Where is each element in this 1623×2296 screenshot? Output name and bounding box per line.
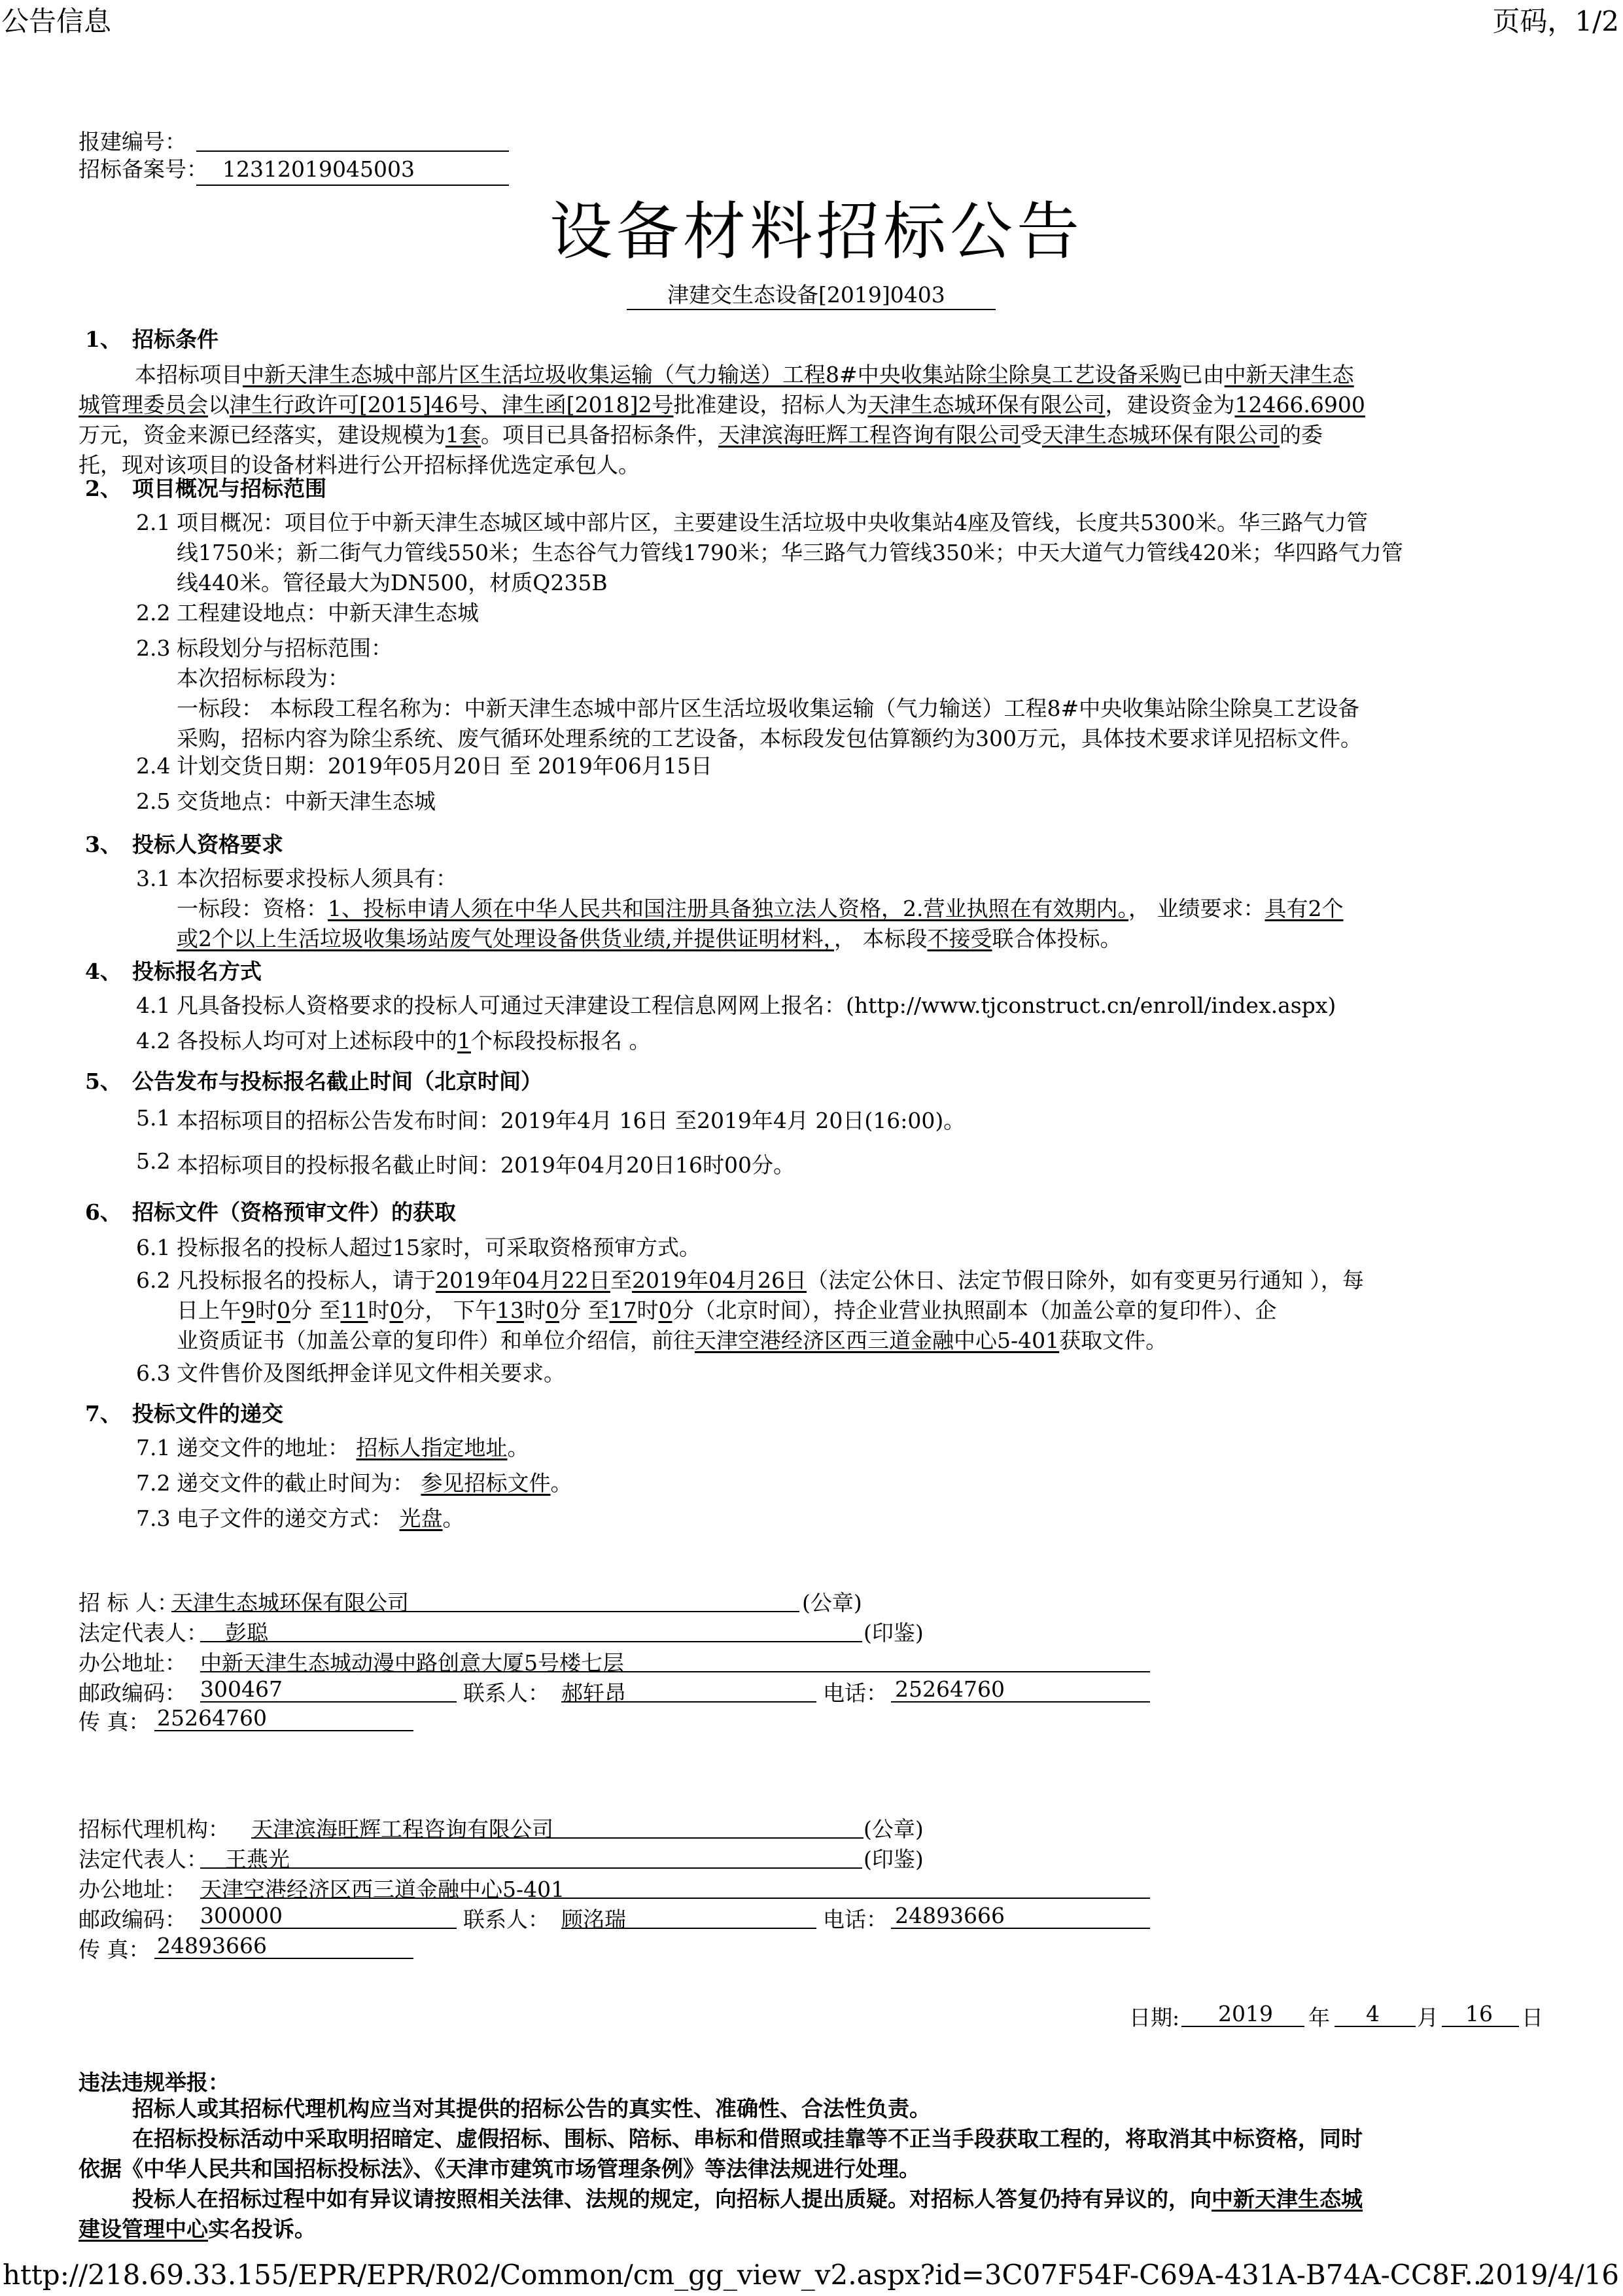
- time-c: 分 至: [290, 1298, 341, 1323]
- item-7-2-b: 。: [550, 1470, 572, 1496]
- item-3-1-line-0: 本次招标要求投标人须具有：: [177, 866, 457, 891]
- tenderer-fax-label: 传 真：: [79, 1709, 150, 1735]
- item-2-1-line-3: 线440米。管径最大为DN500，材质Q235B: [177, 570, 608, 595]
- date-year-line: [1181, 2026, 1304, 2027]
- agent-contact-label: 联系人：: [463, 1907, 550, 1932]
- report-no-line: [196, 150, 509, 152]
- item-2-4-number: 2.4: [136, 753, 171, 779]
- item-6-3-number: 6.3: [136, 1360, 171, 1386]
- footer-url[interactable]: http://218.69.33.155/EPR/EPR/R02/Common/cm_gg_view_v2.aspx?id=3C07F54F-C69A-431A-B74A-CC8F...: [3, 2259, 1491, 2291]
- header-left: 公告信息: [1, 5, 112, 37]
- minute-2: 0: [389, 1298, 404, 1323]
- item-4-2-a: 各投标人均可对上述标段中的: [177, 1028, 457, 1053]
- approver-2: 城管理委员会: [79, 392, 208, 417]
- date-day-unit: 日: [1522, 2005, 1543, 2030]
- time-b: 时: [255, 1298, 277, 1323]
- bid-record-value: 12312019045003: [222, 156, 415, 182]
- consortium-label: ， 本标段: [834, 926, 928, 951]
- tenderer-rep-line: [200, 1641, 862, 1642]
- tenderer-seal: (公章): [802, 1590, 862, 1616]
- date-from: 2019年04月22日: [436, 1267, 610, 1293]
- doc-number-line: [627, 309, 996, 310]
- approver-1: 中新天津生态: [1224, 362, 1354, 387]
- item-6-1-text: 投标报名的投标人超过15家时，可采取资格预审方式。: [177, 1235, 701, 1260]
- item-2-2-text: 工程建设地点：中新天津生态城: [177, 600, 479, 626]
- agent-tel-line: [891, 1928, 1150, 1929]
- item-2-3-text: [177, 633, 1362, 754]
- agent-contact: 顾洺瑞: [561, 1907, 626, 1932]
- time-d: 时: [368, 1298, 390, 1323]
- agent-line: [251, 1837, 864, 1839]
- tenderer-contact-label: 联系人：: [463, 1680, 550, 1706]
- tenderer-contact: 郝轩昂: [561, 1680, 626, 1706]
- tenderer-tel-line: [891, 1701, 1150, 1703]
- date-month: 4: [1366, 2001, 1380, 2026]
- date-label: 日期:: [1129, 2005, 1180, 2030]
- s1-text-b: 已由: [1181, 362, 1225, 387]
- header-page-number: 页码，1/2: [1492, 5, 1619, 37]
- report-p3-org-1: 中新天津生态城: [1212, 2186, 1363, 2212]
- agent-rep-line: [200, 1867, 862, 1869]
- s1-text-e: ，建设资金为: [1105, 392, 1235, 417]
- time-a: 日上午: [177, 1298, 241, 1323]
- report-p2-line-2: 依据《中华人民共和国招标投标法》、《天津市建筑市场管理条例》等法律法规进行处理。: [79, 2156, 920, 2181]
- scale: 1套: [445, 422, 481, 448]
- bid-record-line: [196, 185, 509, 186]
- tenderer-line: [171, 1611, 799, 1612]
- hour-1: 9: [241, 1298, 255, 1323]
- qual-label: 一标段：资格：: [177, 896, 328, 921]
- item-7-1-b: 。: [507, 1435, 529, 1460]
- tenderer-fax-line: [154, 1730, 413, 1731]
- hour-3: 13: [497, 1298, 524, 1323]
- s1-text-i: 的委: [1280, 422, 1323, 448]
- agent-contact-line: [561, 1928, 816, 1929]
- tenderer-addr-label: 办公地址：: [79, 1650, 186, 1676]
- tenderer-zip: 300467: [200, 1676, 283, 1702]
- minute-1: 0: [277, 1298, 290, 1323]
- time-h: 时: [637, 1298, 659, 1323]
- time-i: 分（北京时间），持企业营业执照副本（加盖公章的复印件）、企: [672, 1298, 1277, 1323]
- item-4-2-number: 4.2: [136, 1028, 171, 1053]
- item-4-2-text: [177, 1029, 651, 1054]
- consortium-value: 不接受: [927, 926, 992, 951]
- tenderer-addr-line: [200, 1671, 1150, 1672]
- report-p3-org-2: 建设管理中心: [79, 2216, 208, 2242]
- agent-fax: 24893666: [157, 1933, 267, 1958]
- fund-amount: 12466.6900: [1234, 392, 1365, 417]
- agent-addr-label: 办公地址：: [79, 1877, 186, 1902]
- minute-3: 0: [546, 1298, 559, 1323]
- tenderer-rep-seal: (印鉴): [864, 1620, 924, 1646]
- tenderer-label: 招 标 人：: [79, 1590, 179, 1616]
- section-4-heading: 投标报名方式: [132, 959, 262, 984]
- tenderer-name: 天津生态城环保有限公司: [867, 392, 1106, 417]
- tenderer-value: 天津生态城环保有限公司: [171, 1590, 409, 1616]
- date-month-line: [1335, 2026, 1416, 2027]
- s1-text-j: 托，现对该项目的设备材料进行公开招标择优选定承包人。: [79, 452, 640, 478]
- item-5-1-number: 5.1: [136, 1105, 171, 1131]
- section-5-heading: 公告发布与投标报名截止时间（北京时间）: [132, 1069, 542, 1094]
- section-7-number: 7、: [85, 1401, 122, 1426]
- item-2-3-line-2: 一标段： 本标段工程名称为：中新天津生态城中部片区生活垃圾收集运输（气力输送）工程8#中央收集站除尘除臭工艺设备: [177, 696, 1360, 721]
- item-3-1-number: 3.1: [136, 866, 171, 891]
- item-4-1-text: 凡具备投标人资格要求的投标人可通过天津建设工程信息网网上报名：(http://www.tjconstruct.cn/enroll/index.aspx): [177, 993, 1336, 1018]
- tenderer-zip-label: 邮政编码：: [79, 1680, 186, 1706]
- item-6-2-a: 凡投标报名的投标人，请于: [177, 1267, 436, 1293]
- section-5-number: 5、: [85, 1069, 122, 1094]
- item-2-1-text: [177, 508, 1403, 598]
- item-7-1-a: 递交文件的地址：: [177, 1435, 349, 1460]
- tenderer-fax: 25264760: [157, 1705, 267, 1731]
- item-7-1-text: [177, 1436, 529, 1461]
- perf-label: ， 业绩要求：: [1128, 896, 1265, 921]
- s1-text-h: 受: [1021, 422, 1042, 448]
- agent-name: 天津滨海旺辉工程咨询有限公司: [718, 422, 1021, 448]
- item-7-3-a: 电子文件的递交方式：: [177, 1506, 393, 1531]
- date-year-unit: 年: [1308, 2005, 1330, 2030]
- performance-2: 或2个以上生活垃圾收集场站废气处理设备供货业绩,并提供证明材料，: [177, 926, 834, 951]
- tenderer-rep: 彭聪: [225, 1620, 268, 1646]
- agent-fax-label: 传 真：: [79, 1937, 150, 1962]
- report-no-label: 报建编号：: [79, 129, 186, 154]
- item-2-4-text: 计划交货日期：2019年05月20日 至 2019年06月15日: [177, 753, 712, 779]
- item-7-2-text: [177, 1471, 572, 1496]
- item-2-1-line-1: 项目概况：项目位于中新天津生态城区域中部片区，主要建设生活垃圾中央收集站4座及管线，长度共5300米。华三路气力管: [177, 510, 1368, 535]
- agent-zip-line: [200, 1928, 457, 1929]
- agent-rep: 王燕光: [225, 1846, 290, 1872]
- item-7-2-a: 递交文件的截止时间为：: [177, 1470, 414, 1496]
- agent-addr: 天津空港经济区西三道金融中心5-401: [200, 1877, 565, 1902]
- report-p3-b: 实名投诉。: [208, 2216, 316, 2242]
- item-2-1-number: 2.1: [136, 510, 171, 535]
- tenderer-contact-line: [561, 1701, 816, 1703]
- s1-text-c: 以: [208, 392, 230, 417]
- agent-tel: 24893666: [895, 1903, 1005, 1928]
- item-6-2-l3-b: 获取文件。: [1059, 1328, 1168, 1353]
- item-6-2-c: （法定公休日、法定节假日除外，如有变更另行通知 ），每: [806, 1267, 1364, 1293]
- agent-zip-label: 邮政编码：: [79, 1907, 186, 1932]
- tenderer-tel: 25264760: [895, 1676, 1005, 1702]
- consortium-suffix: 联合体投标。: [992, 926, 1122, 951]
- entrusting-party: 天津生态城环保有限公司: [1042, 422, 1280, 448]
- item-7-1-number: 7.1: [136, 1435, 171, 1460]
- item-7-2-number: 7.2: [136, 1470, 171, 1496]
- doc-number: 津建交生态设备[2019]0403: [667, 282, 945, 308]
- section-1-body: [79, 360, 1531, 480]
- section-2-heading: 项目概况与招标范围: [132, 476, 326, 501]
- s1-text-g: 。项目已具备招标条件，: [481, 422, 718, 448]
- tenderer-rep-label: 法定代表人：: [79, 1620, 208, 1646]
- footer-date: 2019/4/16: [1478, 2259, 1619, 2291]
- agent-rep-seal: (印鉴): [864, 1846, 924, 1872]
- time-e: 分， 下午: [403, 1298, 497, 1323]
- section-1-number: 1、: [85, 327, 122, 352]
- item-2-5-number: 2.5: [136, 788, 171, 814]
- agent-value: 天津滨海旺辉工程咨询有限公司: [251, 1816, 553, 1842]
- pickup-address: 天津空港经济区西三道金融中心5-401: [695, 1328, 1060, 1353]
- hour-2: 11: [340, 1298, 368, 1323]
- s1-text-a: 本招标项目: [135, 362, 243, 387]
- report-p3-a: 投标人在招标过程中如有异议请按照相关法律、法规的规定，向招标人提出质疑。对招标人答复仍持有异议的，向: [132, 2186, 1212, 2212]
- item-6-2-text: [177, 1265, 1364, 1356]
- submission-address: 招标人指定地址: [356, 1435, 508, 1460]
- item-2-1-line-2: 线1750米；新二街气力管线550米；生态谷气力管线1790米；华三路气力管线350米；中天大道气力管线420米；华四路气力管: [177, 540, 1403, 565]
- performance-1: 具有2个: [1265, 896, 1344, 921]
- section-6-heading: 招标文件（资格预审文件）的获取: [132, 1199, 456, 1225]
- report-p1: 招标人或其招标代理机构应当对其提供的招标公告的真实性、准确性、合法性负责。: [132, 2096, 931, 2121]
- date-day: 16: [1465, 2001, 1493, 2026]
- item-6-2-l3-a: 业资质证书（加盖公章的复印件）和单位介绍信，前往: [177, 1328, 695, 1353]
- report-p2-line-1: 在招标投标活动中采取明招暗定、虚假招标、围标、陪标、串标和借照或挂靠等不正当手段获取工程的，将取消其中标资格，同时: [132, 2126, 1363, 2151]
- section-4-number: 4、: [85, 959, 122, 984]
- project-name: 中新天津生态城中部片区生活垃圾收集运输（气力输送）工程8#中央收集站除尘除臭工艺设备采购: [243, 362, 1181, 387]
- section-6-number: 6、: [85, 1199, 122, 1225]
- item-7-3-b: 。: [442, 1506, 464, 1531]
- item-4-1-number: 4.1: [136, 993, 171, 1018]
- section-1-heading: 招标条件: [132, 327, 218, 352]
- report-heading: 违法违规举报：: [79, 2070, 230, 2095]
- item-6-3-text: 文件售价及图纸押金详见文件相关要求。: [177, 1360, 565, 1386]
- page-title: 设备材料招标公告: [550, 195, 1083, 268]
- item-7-3-number: 7.3: [136, 1506, 171, 1531]
- item-4-2-b: 个标段投标报名 。: [471, 1028, 651, 1053]
- tenderer-addr: 中新天津生态城动漫中路创意大厦5号楼七层: [200, 1650, 624, 1676]
- section-7-heading: 投标文件的递交: [132, 1401, 283, 1426]
- agent-fax-line: [154, 1958, 413, 1959]
- item-2-3-line-0: 标段划分与招标范围：: [177, 635, 393, 661]
- hour-4: 17: [609, 1298, 637, 1323]
- item-6-2-b: 至: [610, 1267, 632, 1293]
- approval-docs: 津生行政许可[2015]46号、津生函[2018]2号: [230, 392, 674, 417]
- agent-label: 招标代理机构：: [79, 1816, 230, 1842]
- date-day-line: [1442, 2026, 1519, 2027]
- date-year: 2019: [1218, 2001, 1273, 2026]
- tenderer-zip-line: [200, 1701, 457, 1703]
- section-3-number: 3、: [85, 832, 122, 857]
- item-2-3-line-1: 本次招标标段为：: [177, 665, 349, 691]
- item-2-5-text: 交货地点：中新天津生态城: [177, 788, 436, 814]
- report-body: [79, 2094, 1544, 2244]
- submission-deadline: 参见招标文件: [421, 1470, 551, 1496]
- bid-record-label: 招标备案号：: [79, 156, 208, 182]
- time-f: 时: [524, 1298, 546, 1323]
- s1-text-d: 批准建设，招标人为: [673, 392, 868, 417]
- tenderer-tel-label: 电话：: [823, 1680, 888, 1706]
- s1-text-f: 万元，资金来源已经落实，建设规模为: [79, 422, 445, 448]
- item-6-2-number: 6.2: [136, 1267, 171, 1293]
- item-3-1-text: [177, 864, 1343, 954]
- agent-addr-line: [200, 1898, 1150, 1899]
- minute-4: 0: [658, 1298, 672, 1323]
- item-6-1-number: 6.1: [136, 1235, 171, 1260]
- agent-seal: (公章): [864, 1816, 924, 1842]
- section-2-number: 2、: [85, 476, 122, 501]
- item-2-3-number: 2.3: [136, 635, 171, 661]
- item-7-3-text: [177, 1506, 464, 1532]
- qualification-text: 1、投标申请人须在中华人民共和国注册具备独立法人资格，2.营业执照在有效期内。: [328, 896, 1128, 921]
- item-4-2-count: 1: [457, 1028, 471, 1053]
- item-2-2-number: 2.2: [136, 600, 171, 626]
- date-to: 2019年04月26日: [631, 1267, 807, 1293]
- item-5-2-text: 本招标项目的投标报名截止时间：2019年04月20日16时00分。: [177, 1152, 795, 1178]
- item-5-2-number: 5.2: [136, 1148, 171, 1174]
- agent-tel-label: 电话：: [823, 1907, 888, 1932]
- submission-method: 光盘: [399, 1506, 443, 1531]
- agent-rep-label: 法定代表人：: [79, 1846, 208, 1872]
- item-5-1-text: 本招标项目的招标公告发布时间：2019年4月 16日 至2019年4月 20日(16:00)。: [177, 1108, 966, 1133]
- time-g: 分 至: [559, 1298, 610, 1323]
- section-3-heading: 投标人资格要求: [132, 832, 283, 857]
- item-2-3-line-3: 采购，招标内容为除尘系统、废气循环处理系统的工艺设备，本标段发包估算额约为300万元，具体技术要求详见招标文件。: [177, 726, 1362, 751]
- date-month-unit: 月: [1417, 2005, 1439, 2030]
- agent-zip: 300000: [200, 1903, 283, 1928]
